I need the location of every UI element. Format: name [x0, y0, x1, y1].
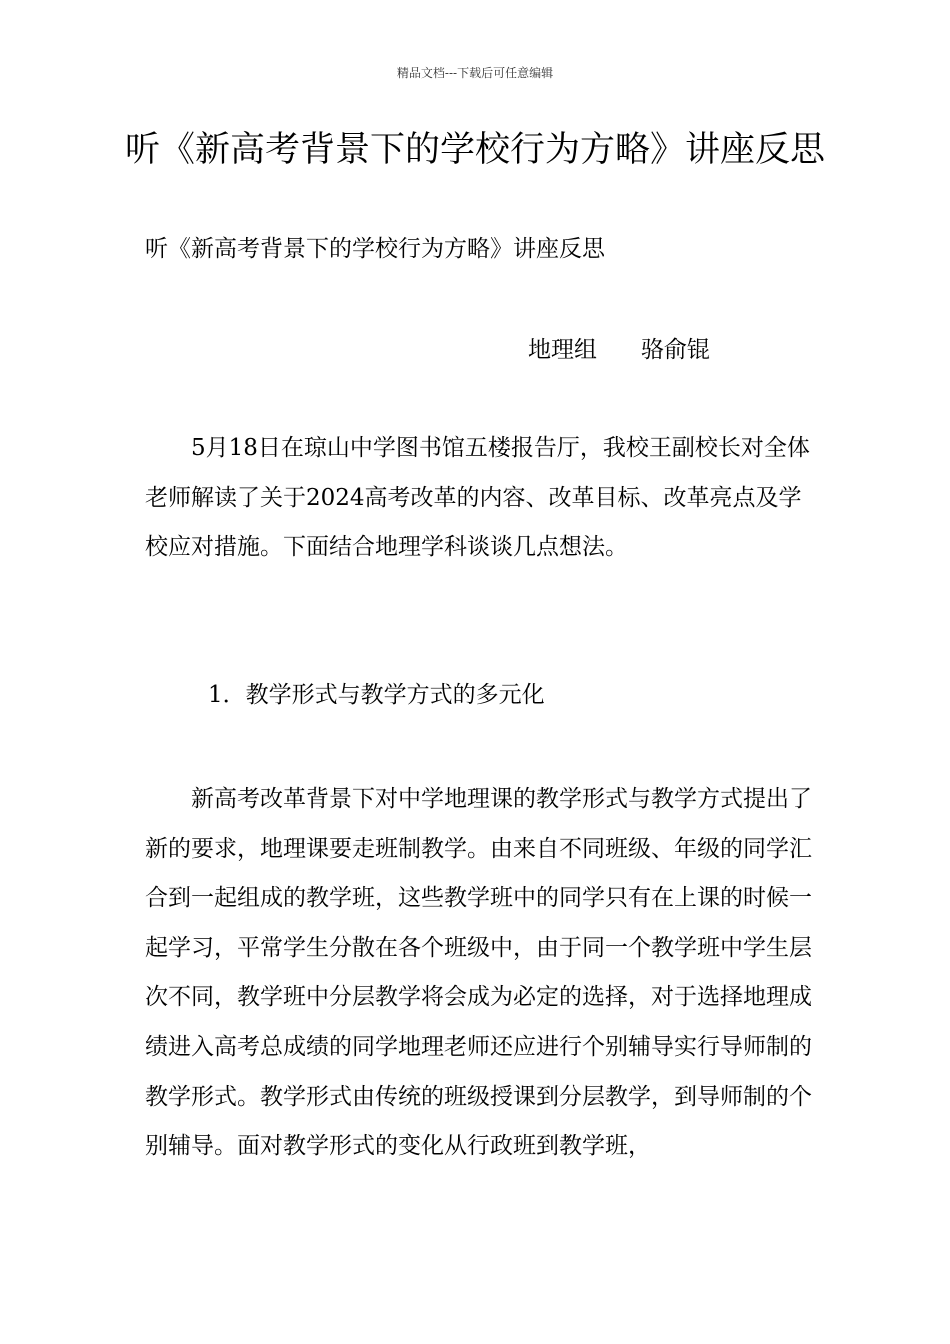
- paragraph-section-1: 新高考改革背景下对中学地理课的教学形式与教学方式提出了新的要求，地理课要走班制教学。由来自不同班级、年级的同学汇合到一起组成的教学班，这些教学班中的同学只有在上课的时候一起学习，平常学生分散在各个班级中，由于同一个教学班中学生层次不同，教学班中分层教学将会成为必定的选择，对于选择地理成绩进入高考总成绩的同学地理老师还应进行个别辅导实行导师制的教学形式。教学形式由传统的班级授课到分层教学，到导师制的个别辅导。面对教学形式的变化从行政班到教学班，: [145, 786, 812, 1160]
- author-gap: [597, 337, 641, 363]
- section-heading-1: 1．教学形式与教学方式的多元化: [208, 682, 545, 708]
- paragraph-intro: 5月18日在琼山中学图书馆五楼报告厅，我校王副校长对全体老师解读了关于2024高考改革的内容、改革目标、改革亮点及学校应对措施。下面结合地理学科谈谈几点想法。: [145, 435, 810, 561]
- document-title: 听《新高考背景下的学校行为方略》讲座反思: [124, 130, 825, 170]
- author-group: 地理组: [528, 337, 597, 363]
- header-note: 精品文档---下载后可任意编辑: [396, 66, 554, 80]
- author-line: [528, 333, 710, 367]
- document-subtitle: 听《新高考背景下的学校行为方略》讲座反思: [145, 236, 605, 262]
- author-name: 骆俞锟: [640, 337, 710, 363]
